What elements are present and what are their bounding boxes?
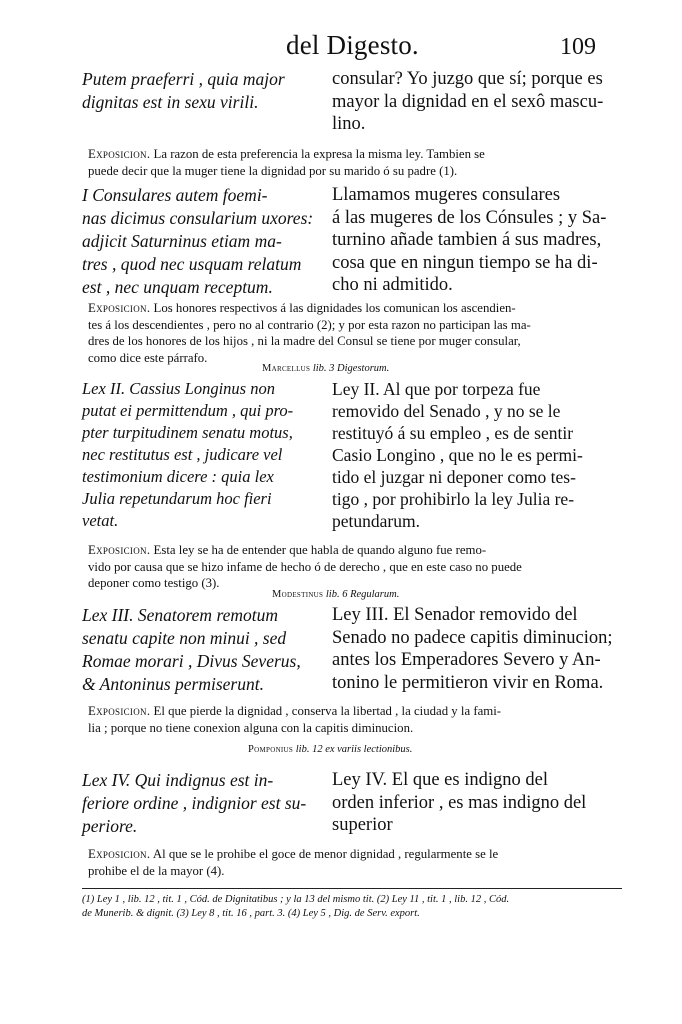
exposicion-text: lia ; porque no tiene conexion alguna con la capitis diminucion.: [88, 720, 414, 735]
spanish-line: cho ni admitido.: [332, 275, 453, 295]
spanish-line: petundarum.: [332, 511, 420, 531]
exposicion-label: Exposicion.: [88, 301, 151, 315]
spanish-line: tonino le permitieron vivir en Roma.: [332, 672, 604, 693]
spanish-column: [332, 604, 622, 694]
exposicion-text: como dice este párrafo.: [88, 350, 208, 365]
exposicion-1: [88, 300, 618, 366]
spanish-line: mayor la dignidad en el sexô mascu-: [332, 91, 604, 112]
latin-column: [82, 769, 322, 838]
exposicion-0: [88, 146, 618, 179]
spanish-line: orden inferior , es mas indigno del: [332, 792, 587, 813]
spanish-line: tido el juzgar ni deponer como tes-: [332, 467, 576, 487]
spanish-line: á las mugeres de los Cónsules ; y Sa-: [332, 207, 607, 228]
spanish-line: turnino añade tambien á sus madres,: [332, 230, 602, 250]
spanish-line: Ley II. Al que por torpeza fue: [332, 379, 541, 399]
latin-column: [82, 604, 322, 696]
latin-column: [82, 378, 322, 532]
spanish-line: antes los Emperadores Severo y An-: [332, 650, 601, 670]
spanish-line: consular? Yo juzgo que sí; porque es: [332, 69, 603, 89]
latin-line: tres , quod nec usquam relatum: [82, 254, 302, 274]
latin-line: periore.: [82, 816, 138, 836]
source-citation: [248, 744, 412, 755]
exposicion-text: Al que se le prohibe el goce de menor dignidad , regularmente se le: [152, 847, 499, 861]
exposicion-text: vido por causa que se hizo infame de hecho ó de derecho , que en este caso no puede: [88, 559, 522, 574]
spanish-line: tigo , por prohibirlo la ley Julia re-: [332, 489, 575, 509]
latin-line: vetat.: [82, 511, 119, 530]
latin-line: Lex III. Senatorem remotum: [82, 605, 279, 625]
footnote-line: (1) Ley 1 , lib. 12 , tit. 1 , Cód. de Dignitatibus ; y la 13 del mismo tit. (2) Ley 11 , tit. 1 , lib. 12 , Cód.: [82, 894, 510, 905]
exposicion-text: puede decir que la muger tiene la dignidad por su marido ó su padre (1).: [88, 163, 458, 178]
latin-line: testimonium dicere : quia lex: [82, 467, 274, 486]
latin-line: senatu capite non minui , sed: [82, 628, 287, 648]
latin-line: & Antoninus permiserunt.: [82, 674, 264, 694]
latin-line: adjicit Saturninus etiam ma-: [82, 231, 282, 251]
source-author: Marcellus: [262, 363, 311, 374]
footnote-line: de Munerib. & dignit. (3) Ley 8 , tit. 16 , part. 3. (4) Ley 5 , Dig. de Serv. export.: [82, 908, 420, 919]
footnotes: [82, 893, 622, 921]
latin-line: putat ei permittendum , qui pro-: [82, 401, 294, 420]
latin-line: Lex II. Cassius Longinus non: [82, 379, 275, 398]
source-author: Modestinus: [272, 589, 324, 600]
spanish-column: [332, 378, 622, 532]
spanish-column: [332, 769, 622, 837]
source-work: lib. 6 Regularum.: [325, 589, 400, 600]
exposicion-label: Exposicion.: [88, 847, 151, 861]
spanish-line: lino.: [332, 114, 366, 134]
spanish-line: cosa que en ningun tiempo se ha di-: [332, 252, 598, 273]
latin-line: nas dicimus consularium uxores:: [82, 208, 314, 228]
latin-line: pter turpitudinem senatu motus,: [82, 423, 293, 442]
exposicion-text: dres de los honores de los hijos , ni la madre del Consul se tiene por muger consular,: [88, 334, 521, 348]
spanish-line: Llamamos mugeres consulares: [332, 185, 561, 205]
source-author: Pomponius: [248, 744, 294, 755]
exposicion-text: Esta ley se ha de entender que habla de quando alguno fue remo-: [153, 543, 487, 557]
source-citation: [272, 589, 399, 600]
exposicion-label: Exposicion.: [88, 704, 151, 718]
spanish-line: Ley III. El Senador removido del: [332, 605, 578, 625]
latin-column: [82, 184, 322, 299]
exposicion-label: Exposicion.: [88, 147, 151, 161]
spanish-column: [332, 184, 622, 297]
latin-line: I Consulares autem foemi-: [82, 185, 268, 205]
latin-column: [82, 68, 322, 114]
exposicion-text: El que pierde la dignidad , conserva la libertad , la ciudad y la fami-: [153, 704, 502, 718]
spanish-line: restituyó á su empleo , es de sentir: [332, 423, 574, 443]
exposicion-text: Los honores respectivos á las dignidades los comunican los ascendien-: [153, 301, 516, 315]
exposicion-text: deponer como testigo (3).: [88, 576, 220, 590]
latin-line: dignitas est in sexu virili.: [82, 92, 259, 112]
exposicion-3: [88, 703, 618, 736]
latin-line: nec restitutus est , judicare vel: [82, 445, 283, 464]
latin-line: est , nec unquam receptum.: [82, 277, 273, 297]
spanish-column: [332, 68, 622, 136]
latin-line: Lex IV. Qui indignus est in-: [82, 770, 274, 790]
exposicion-text: tes á los descendientes , pero no al contrario (2); y por esta razon no participan las ma-: [88, 317, 531, 332]
exposicion-label: Exposicion.: [88, 543, 151, 557]
page-number: 109: [560, 34, 596, 60]
running-header: del Digesto.: [286, 30, 419, 60]
footnote-rule: [82, 888, 622, 889]
latin-line: Julia repetundarum hoc fieri: [82, 489, 272, 508]
source-work: lib. 12 ex variis lectionibus.: [295, 744, 413, 755]
source-work: lib. 3 Digestorum.: [312, 363, 390, 374]
exposicion-text: prohibe el de la mayor (4).: [88, 863, 225, 878]
spanish-line: Ley IV. El que es indigno del: [332, 770, 548, 790]
latin-line: Putem praeferri , quia major: [82, 69, 285, 89]
spanish-line: Casio Longino , que no le es permi-: [332, 445, 583, 465]
exposicion-4: [88, 846, 618, 879]
spanish-line: superior: [332, 815, 393, 835]
spanish-line: Senado no padece capitis diminucion;: [332, 627, 613, 648]
spanish-line: removido del Senado , y no se le: [332, 401, 561, 421]
exposicion-text: La razon de esta preferencia la expresa la misma ley. Tambien se: [153, 147, 485, 161]
latin-line: Romae morari , Divus Severus,: [82, 651, 301, 671]
latin-line: feriore ordine , indignior est su-: [82, 793, 307, 813]
exposicion-2: [88, 542, 618, 592]
source-citation: [262, 363, 389, 374]
